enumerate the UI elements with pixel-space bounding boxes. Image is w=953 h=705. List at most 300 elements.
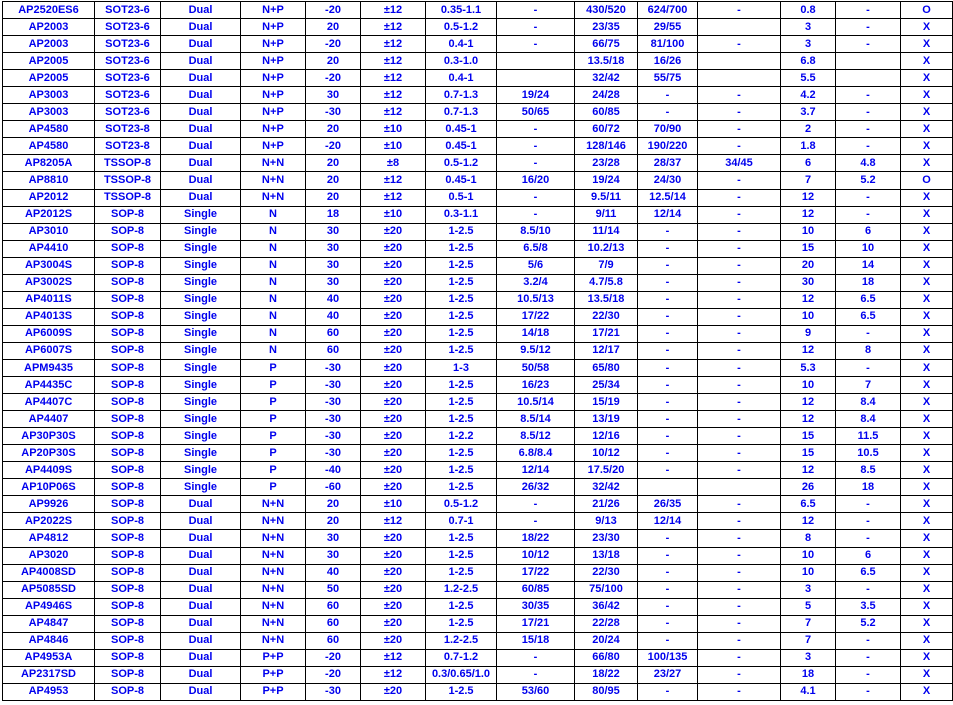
table-cell: Single — [161, 479, 241, 496]
table-cell: - — [836, 581, 901, 598]
table-cell: ±12 — [361, 36, 426, 53]
table-row — [3, 138, 953, 155]
table-cell: N+N — [241, 598, 306, 615]
table-cell: AP4407C — [3, 394, 95, 411]
table-cell: - — [698, 274, 781, 291]
table-cell: P — [241, 428, 306, 445]
table-cell: X — [901, 189, 953, 206]
table-cell: - — [698, 394, 781, 411]
table-cell: X — [901, 121, 953, 138]
table-cell: AP3003 — [3, 87, 95, 104]
table-cell: - — [638, 291, 698, 308]
table-cell: - — [698, 138, 781, 155]
table-cell: APM9435 — [3, 359, 95, 376]
table-cell: Single — [161, 359, 241, 376]
table-cell: SOP-8 — [95, 342, 161, 359]
table-cell: 20 — [306, 155, 361, 172]
table-cell: - — [497, 2, 575, 19]
table-cell: X — [901, 547, 953, 564]
table-cell: ±20 — [361, 428, 426, 445]
table-cell: Single — [161, 342, 241, 359]
table-cell: SOT23-6 — [95, 2, 161, 19]
table-cell: ±12 — [361, 666, 426, 683]
table-cell: SOP-8 — [95, 530, 161, 547]
table-cell: 30 — [781, 274, 836, 291]
table-cell: 50 — [306, 581, 361, 598]
table-cell: ±20 — [361, 547, 426, 564]
table-row — [3, 70, 953, 87]
table-cell: 17.5/20 — [575, 462, 638, 479]
table-cell: 30 — [306, 223, 361, 240]
table-cell: - — [638, 87, 698, 104]
table-cell: 22/28 — [575, 615, 638, 632]
table-cell: SOP-8 — [95, 598, 161, 615]
table-cell: 12 — [781, 291, 836, 308]
table-cell: - — [698, 308, 781, 325]
table-cell: 15 — [781, 240, 836, 257]
table-cell: 3.2/4 — [497, 274, 575, 291]
table-cell: - — [836, 121, 901, 138]
table-row — [3, 223, 953, 240]
table-cell: - — [497, 496, 575, 513]
table-cell: - — [698, 411, 781, 428]
table-cell: N — [241, 206, 306, 223]
table-cell: 32/42 — [575, 479, 638, 496]
table-cell: N+P — [241, 19, 306, 36]
table-cell: ±20 — [361, 308, 426, 325]
table-cell: SOT23-6 — [95, 19, 161, 36]
table-cell: ±20 — [361, 325, 426, 342]
table-cell: 100/135 — [638, 649, 698, 666]
table-cell: 0.7-1 — [426, 513, 497, 530]
table-cell: X — [901, 104, 953, 121]
table-cell: 10/12 — [575, 445, 638, 462]
table-cell: 1.2-2.5 — [426, 581, 497, 598]
table-cell: O — [901, 172, 953, 189]
table-cell: - — [698, 223, 781, 240]
table-cell: AP4847 — [3, 615, 95, 632]
table-cell: -20 — [306, 36, 361, 53]
table-cell: 1.8 — [781, 138, 836, 155]
table-cell: 12 — [781, 206, 836, 223]
table-cell: 0.4-1 — [426, 70, 497, 87]
table-cell: - — [836, 87, 901, 104]
table-cell: Dual — [161, 598, 241, 615]
table-cell: Dual — [161, 649, 241, 666]
table-cell: AP4953A — [3, 649, 95, 666]
table-cell: - — [698, 530, 781, 547]
table-cell: - — [638, 564, 698, 581]
table-row — [3, 53, 953, 70]
table-cell: - — [638, 223, 698, 240]
table-cell: AP2005 — [3, 53, 95, 70]
table-cell: 40 — [306, 308, 361, 325]
table-cell: ±12 — [361, 513, 426, 530]
table-cell: SOP-8 — [95, 325, 161, 342]
table-cell: 12/14 — [638, 206, 698, 223]
table-cell: ±10 — [361, 206, 426, 223]
table-cell: 0.5-1.2 — [426, 19, 497, 36]
table-cell: 0.45-1 — [426, 138, 497, 155]
table-cell: ±20 — [361, 479, 426, 496]
table-cell: AP2022S — [3, 513, 95, 530]
table-cell: 22/30 — [575, 308, 638, 325]
table-cell: AP4410 — [3, 240, 95, 257]
table-cell: - — [698, 87, 781, 104]
table-row — [3, 581, 953, 598]
table-cell: ±20 — [361, 257, 426, 274]
table-cell: 8.4 — [836, 394, 901, 411]
table-cell: AP4953 — [3, 683, 95, 700]
table-cell: 1-2.2 — [426, 428, 497, 445]
table-cell: 7 — [781, 615, 836, 632]
table-row — [3, 547, 953, 564]
table-cell: ±12 — [361, 104, 426, 121]
table-cell: - — [638, 598, 698, 615]
table-cell: 10.2/13 — [575, 240, 638, 257]
table-cell: 36/42 — [575, 598, 638, 615]
table-cell: 0.7-1.2 — [426, 649, 497, 666]
table-cell: N+P — [241, 36, 306, 53]
table-cell: X — [901, 36, 953, 53]
table-cell: -30 — [306, 104, 361, 121]
table-row — [3, 325, 953, 342]
table-cell: - — [698, 359, 781, 376]
table-cell: ±20 — [361, 462, 426, 479]
table-cell: 26/35 — [638, 496, 698, 513]
table-row — [3, 530, 953, 547]
table-cell: 0.45-1 — [426, 172, 497, 189]
table-cell: ±20 — [361, 342, 426, 359]
table-row — [3, 683, 953, 700]
table-cell: -30 — [306, 445, 361, 462]
table-cell: - — [698, 291, 781, 308]
table-cell: X — [901, 411, 953, 428]
table-cell: Single — [161, 377, 241, 394]
table-cell: - — [698, 462, 781, 479]
table-cell: - — [698, 496, 781, 513]
table-cell: 17/21 — [575, 325, 638, 342]
table-cell: 12 — [781, 394, 836, 411]
table-cell: ±20 — [361, 564, 426, 581]
table-cell: 3.5 — [836, 598, 901, 615]
table-cell: SOP-8 — [95, 428, 161, 445]
table-cell: X — [901, 530, 953, 547]
table-cell: ±12 — [361, 87, 426, 104]
table-cell: - — [638, 240, 698, 257]
table-cell: 6.5 — [836, 308, 901, 325]
table-cell: AP3004S — [3, 257, 95, 274]
table-cell: X — [901, 479, 953, 496]
table-cell: - — [836, 359, 901, 376]
table-cell: 29/55 — [638, 19, 698, 36]
table-cell: - — [497, 121, 575, 138]
table-cell: X — [901, 462, 953, 479]
table-cell: 1-2.5 — [426, 342, 497, 359]
table-cell: N+P — [241, 104, 306, 121]
table-cell: -30 — [306, 359, 361, 376]
table-row — [3, 462, 953, 479]
table-cell: 7 — [781, 632, 836, 649]
table-cell: ±20 — [361, 445, 426, 462]
table-row — [3, 666, 953, 683]
table-cell: 6.5 — [836, 564, 901, 581]
table-cell: 9.5/12 — [497, 342, 575, 359]
table-cell: 1-2.5 — [426, 462, 497, 479]
table-cell: 30 — [306, 530, 361, 547]
table-cell: SOP-8 — [95, 291, 161, 308]
table-cell: 12/17 — [575, 342, 638, 359]
table-row — [3, 2, 953, 19]
table-cell: 66/80 — [575, 649, 638, 666]
table-cell: N — [241, 257, 306, 274]
table-row — [3, 104, 953, 121]
table-cell: - — [836, 104, 901, 121]
table-cell: - — [698, 632, 781, 649]
table-cell: 1-2.5 — [426, 291, 497, 308]
table-cell: Dual — [161, 496, 241, 513]
table-cell: X — [901, 138, 953, 155]
table-cell: 4.1 — [781, 683, 836, 700]
table-cell: O — [901, 2, 953, 19]
table-cell: 16/26 — [638, 53, 698, 70]
table-cell: ±20 — [361, 581, 426, 598]
table-cell: 23/27 — [638, 666, 698, 683]
table-cell: N+P — [241, 2, 306, 19]
table-cell: - — [836, 513, 901, 530]
table-cell: - — [638, 445, 698, 462]
table-cell: AP4013S — [3, 308, 95, 325]
table-cell: AP30P30S — [3, 428, 95, 445]
table-cell: AP4946S — [3, 598, 95, 615]
table-cell: AP4580 — [3, 121, 95, 138]
table-cell: 3 — [781, 19, 836, 36]
table-cell — [836, 53, 901, 70]
table-cell: X — [901, 428, 953, 445]
table-cell: 16/20 — [497, 172, 575, 189]
table-cell: 20 — [306, 189, 361, 206]
table-cell: 65/80 — [575, 359, 638, 376]
table-cell: - — [638, 342, 698, 359]
table-cell: 30 — [306, 240, 361, 257]
table-cell: - — [638, 104, 698, 121]
table-row — [3, 291, 953, 308]
table-cell: Dual — [161, 189, 241, 206]
table-cell: N+N — [241, 172, 306, 189]
table-cell — [698, 479, 781, 496]
table-cell: X — [901, 325, 953, 342]
table-cell: Single — [161, 274, 241, 291]
table-cell: X — [901, 19, 953, 36]
table-cell: Single — [161, 462, 241, 479]
table-cell: 12.5/14 — [638, 189, 698, 206]
table-cell: 6.5 — [836, 291, 901, 308]
table-cell: P — [241, 359, 306, 376]
table-cell: 7 — [781, 172, 836, 189]
table-cell: 30 — [306, 87, 361, 104]
table-cell: - — [638, 359, 698, 376]
table-cell: ±20 — [361, 683, 426, 700]
table-cell: SOP-8 — [95, 240, 161, 257]
table-cell: Dual — [161, 2, 241, 19]
table-cell: 53/60 — [497, 683, 575, 700]
table-cell: N+N — [241, 496, 306, 513]
table-row — [3, 632, 953, 649]
table-cell: N — [241, 308, 306, 325]
table-row — [3, 274, 953, 291]
table-cell: 32/42 — [575, 70, 638, 87]
table-cell: X — [901, 70, 953, 87]
table-cell: - — [638, 394, 698, 411]
table-cell: 18 — [836, 479, 901, 496]
table-cell: 30 — [306, 257, 361, 274]
table-cell: SOP-8 — [95, 274, 161, 291]
table-cell: P — [241, 462, 306, 479]
table-cell: ±20 — [361, 377, 426, 394]
table-cell: AP8205A — [3, 155, 95, 172]
table-cell: AP10P06S — [3, 479, 95, 496]
table-cell: -30 — [306, 394, 361, 411]
table-row — [3, 308, 953, 325]
table-cell: - — [836, 19, 901, 36]
table-cell: 1-2.5 — [426, 223, 497, 240]
table-cell: AP4846 — [3, 632, 95, 649]
table-cell: X — [901, 342, 953, 359]
table-cell: SOP-8 — [95, 479, 161, 496]
table-cell: 3 — [781, 36, 836, 53]
table-cell: - — [698, 615, 781, 632]
table-cell: 10.5 — [836, 445, 901, 462]
table-cell: - — [638, 325, 698, 342]
table-cell: 5.3 — [781, 359, 836, 376]
table-cell: AP5085SD — [3, 581, 95, 598]
table-cell: 20 — [306, 121, 361, 138]
table-cell: 3 — [781, 649, 836, 666]
table-cell: 60 — [306, 325, 361, 342]
table-cell: SOT23-8 — [95, 138, 161, 155]
table-cell: - — [836, 325, 901, 342]
table-cell: - — [497, 649, 575, 666]
table-cell: AP4409S — [3, 462, 95, 479]
table-cell: ±12 — [361, 70, 426, 87]
table-row — [3, 649, 953, 666]
table-cell: 3.7 — [781, 104, 836, 121]
table-cell: SOP-8 — [95, 308, 161, 325]
table-cell: 17/21 — [497, 615, 575, 632]
table-cell: 20 — [306, 172, 361, 189]
table-cell: 10 — [781, 377, 836, 394]
table-cell: AP4435C — [3, 377, 95, 394]
table-cell: - — [836, 36, 901, 53]
table-cell: 0.5-1.2 — [426, 155, 497, 172]
table-cell: SOP-8 — [95, 666, 161, 683]
table-cell: -20 — [306, 666, 361, 683]
table-cell: N+N — [241, 615, 306, 632]
table-cell: 20 — [306, 19, 361, 36]
table-cell: -40 — [306, 462, 361, 479]
table-cell: ±20 — [361, 411, 426, 428]
table-cell: - — [836, 649, 901, 666]
table-cell: - — [638, 411, 698, 428]
table-cell: ±20 — [361, 359, 426, 376]
table-cell: 60 — [306, 598, 361, 615]
table-cell: 15 — [781, 445, 836, 462]
table-cell: 1-2.5 — [426, 308, 497, 325]
table-cell: ±12 — [361, 2, 426, 19]
table-cell: ±10 — [361, 121, 426, 138]
table-cell: AP2003 — [3, 36, 95, 53]
table-cell: 6 — [836, 223, 901, 240]
table-cell: 19/24 — [575, 172, 638, 189]
table-cell: N — [241, 291, 306, 308]
table-cell: 6.5/8 — [497, 240, 575, 257]
table-cell: 15/19 — [575, 394, 638, 411]
table-cell: AP2003 — [3, 19, 95, 36]
table-cell: - — [836, 530, 901, 547]
table-cell: SOP-8 — [95, 445, 161, 462]
table-cell: 18/22 — [575, 666, 638, 683]
table-cell: 13.5/18 — [575, 291, 638, 308]
table-cell: Dual — [161, 666, 241, 683]
table-cell: - — [638, 377, 698, 394]
table-cell: 0.3-1.0 — [426, 53, 497, 70]
table-cell: 50/58 — [497, 359, 575, 376]
table-cell: 50/65 — [497, 104, 575, 121]
table-cell: P+P — [241, 666, 306, 683]
table-cell: 5 — [781, 598, 836, 615]
table-cell: N+N — [241, 581, 306, 598]
table-cell: ±12 — [361, 649, 426, 666]
table-cell: - — [698, 649, 781, 666]
table-cell: - — [497, 155, 575, 172]
table-cell: AP3002S — [3, 274, 95, 291]
table-cell: -30 — [306, 377, 361, 394]
table-cell: - — [497, 666, 575, 683]
table-cell: 0.3/0.65/1.0 — [426, 666, 497, 683]
table-cell: 0.7-1.3 — [426, 87, 497, 104]
table-cell: 16/23 — [497, 377, 575, 394]
table-cell: 3 — [781, 581, 836, 598]
table-cell: - — [497, 206, 575, 223]
table-cell: N+N — [241, 632, 306, 649]
table-cell: SOP-8 — [95, 257, 161, 274]
table-cell: - — [638, 530, 698, 547]
table-cell: - — [497, 19, 575, 36]
table-cell: 0.5-1.2 — [426, 496, 497, 513]
table-row — [3, 155, 953, 172]
table-cell: AP2005 — [3, 70, 95, 87]
table-cell: - — [638, 683, 698, 700]
table-cell: 80/95 — [575, 683, 638, 700]
table-cell: X — [901, 240, 953, 257]
table-cell: 5.2 — [836, 172, 901, 189]
table-cell: 9/11 — [575, 206, 638, 223]
table-cell: X — [901, 445, 953, 462]
table-cell: - — [698, 240, 781, 257]
table-row — [3, 377, 953, 394]
table-cell: - — [497, 138, 575, 155]
table-cell: 1.2-2.5 — [426, 632, 497, 649]
table-cell: 14/18 — [497, 325, 575, 342]
table-cell: 20 — [306, 53, 361, 70]
table-cell: X — [901, 257, 953, 274]
table-cell: - — [698, 513, 781, 530]
table-cell: 28/37 — [638, 155, 698, 172]
table-cell: 6 — [781, 155, 836, 172]
table-cell: 12 — [781, 411, 836, 428]
table-cell: - — [638, 581, 698, 598]
table-cell: N+P — [241, 87, 306, 104]
